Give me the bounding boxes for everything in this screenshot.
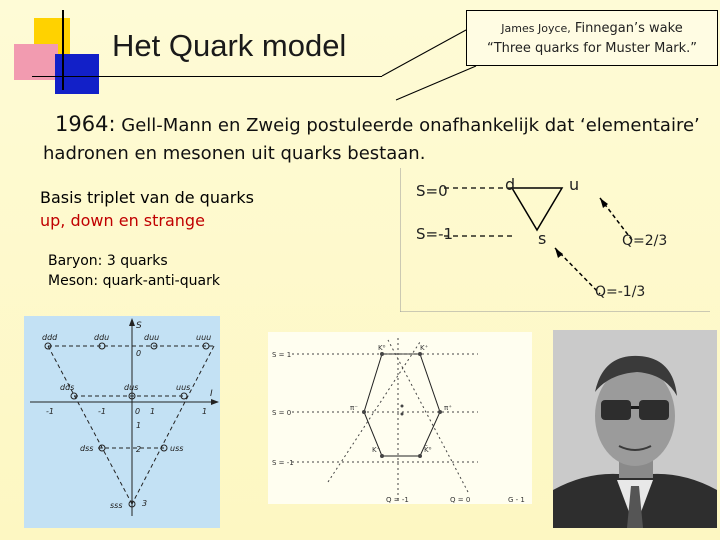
quote-work: Finnegan’s wake (574, 21, 683, 36)
quark-u-label: u (569, 175, 580, 194)
octet-s-minus: S = -1 (272, 459, 294, 467)
decuplet-label-dss: dss (80, 444, 94, 453)
decuplet-label-ddd: ddd (42, 333, 58, 342)
octet-node-piminus: π⁻ (350, 404, 358, 412)
main-paragraph (43, 110, 715, 168)
decuplet-label-dus: dus (124, 383, 139, 392)
octet-q-plus: G - 1 (508, 496, 525, 504)
decuplet-label-uss: uss (170, 444, 184, 453)
octet-s-zero: S = 0 (272, 409, 292, 417)
decuplet-label-dds: dds (60, 383, 75, 392)
basis-line2: up, down en strange (40, 211, 205, 230)
octet-svg (268, 332, 532, 504)
decuplet-side-3: 3 (142, 499, 148, 508)
slide-title: Het Quark model (112, 28, 347, 63)
decuplet-label-duu: duu (144, 333, 160, 342)
portrait-svg (553, 330, 717, 528)
decuplet-tick-4: 1 (150, 407, 156, 416)
decuplet-tick-2: -1 (98, 407, 106, 416)
baryon-decuplet-diagram (24, 316, 220, 528)
octet-s-plus: S = 1 (272, 351, 292, 359)
decuplet-label-sss: sss (110, 501, 123, 510)
decuplet-label-uus: uus (176, 383, 191, 392)
decuplet-svg (24, 316, 220, 528)
charge-two-thirds-label: Q=2/3 (622, 233, 668, 249)
decuplet-label-uuu: uuu (196, 333, 212, 342)
decuplet-axis-s: S (136, 321, 142, 331)
octet-node-k0: K⁰ (378, 344, 386, 352)
decuplet-tick-3: 0 (135, 407, 141, 416)
octet-q-zero: Q = 0 (450, 496, 471, 504)
decuplet-side-1: 1 (136, 421, 142, 430)
quark-s-label: s (538, 229, 547, 248)
label-s1: S=-1 (416, 225, 454, 243)
baryon-line: Baryon: 3 quarks (48, 253, 168, 269)
octet-node-kplus: K⁺ (420, 344, 429, 352)
main-line2: hadronen en mesonen uit quarks bestaan. (43, 143, 426, 164)
main-year: 1964: (55, 112, 116, 136)
decuplet-tick-1: -1 (46, 407, 54, 416)
baryon-meson-text (48, 251, 220, 291)
octet-q-minus: Q = -1 (386, 496, 409, 504)
quote-author: James Joyce, (501, 22, 571, 35)
octet-node-k0bar: K̄⁰ (424, 446, 432, 454)
basis-text (40, 186, 254, 232)
decuplet-axis-i: I (210, 389, 213, 399)
quote-line: “Three quarks for Muster Mark.” (486, 41, 698, 56)
meson-octet-diagram (268, 332, 532, 504)
decuplet-tick-5: 1 (202, 407, 208, 416)
basis-line1: Basis triplet van de quarks (40, 188, 254, 207)
decuplet-side-0: 0 (136, 349, 142, 358)
decuplet-label-ddu: ddu (94, 333, 110, 342)
decuplet-side-2: 2 (136, 445, 142, 454)
charge-minus-one-third-label: Q=-1/3 (595, 284, 646, 300)
main-line1: Gell-Mann en Zweig postuleerde onafhankelijk dat ‘elementaire’ (121, 115, 700, 136)
quote-box (466, 10, 718, 66)
meson-line: Meson: quark-anti-quark (48, 273, 220, 289)
quark-d-label: d (505, 175, 516, 194)
octet-node-kminus: K⁻ (372, 446, 381, 454)
portrait-photo (553, 330, 717, 528)
octet-node-piplus: π⁺ (444, 404, 452, 412)
label-s0: S=0 (416, 182, 448, 200)
